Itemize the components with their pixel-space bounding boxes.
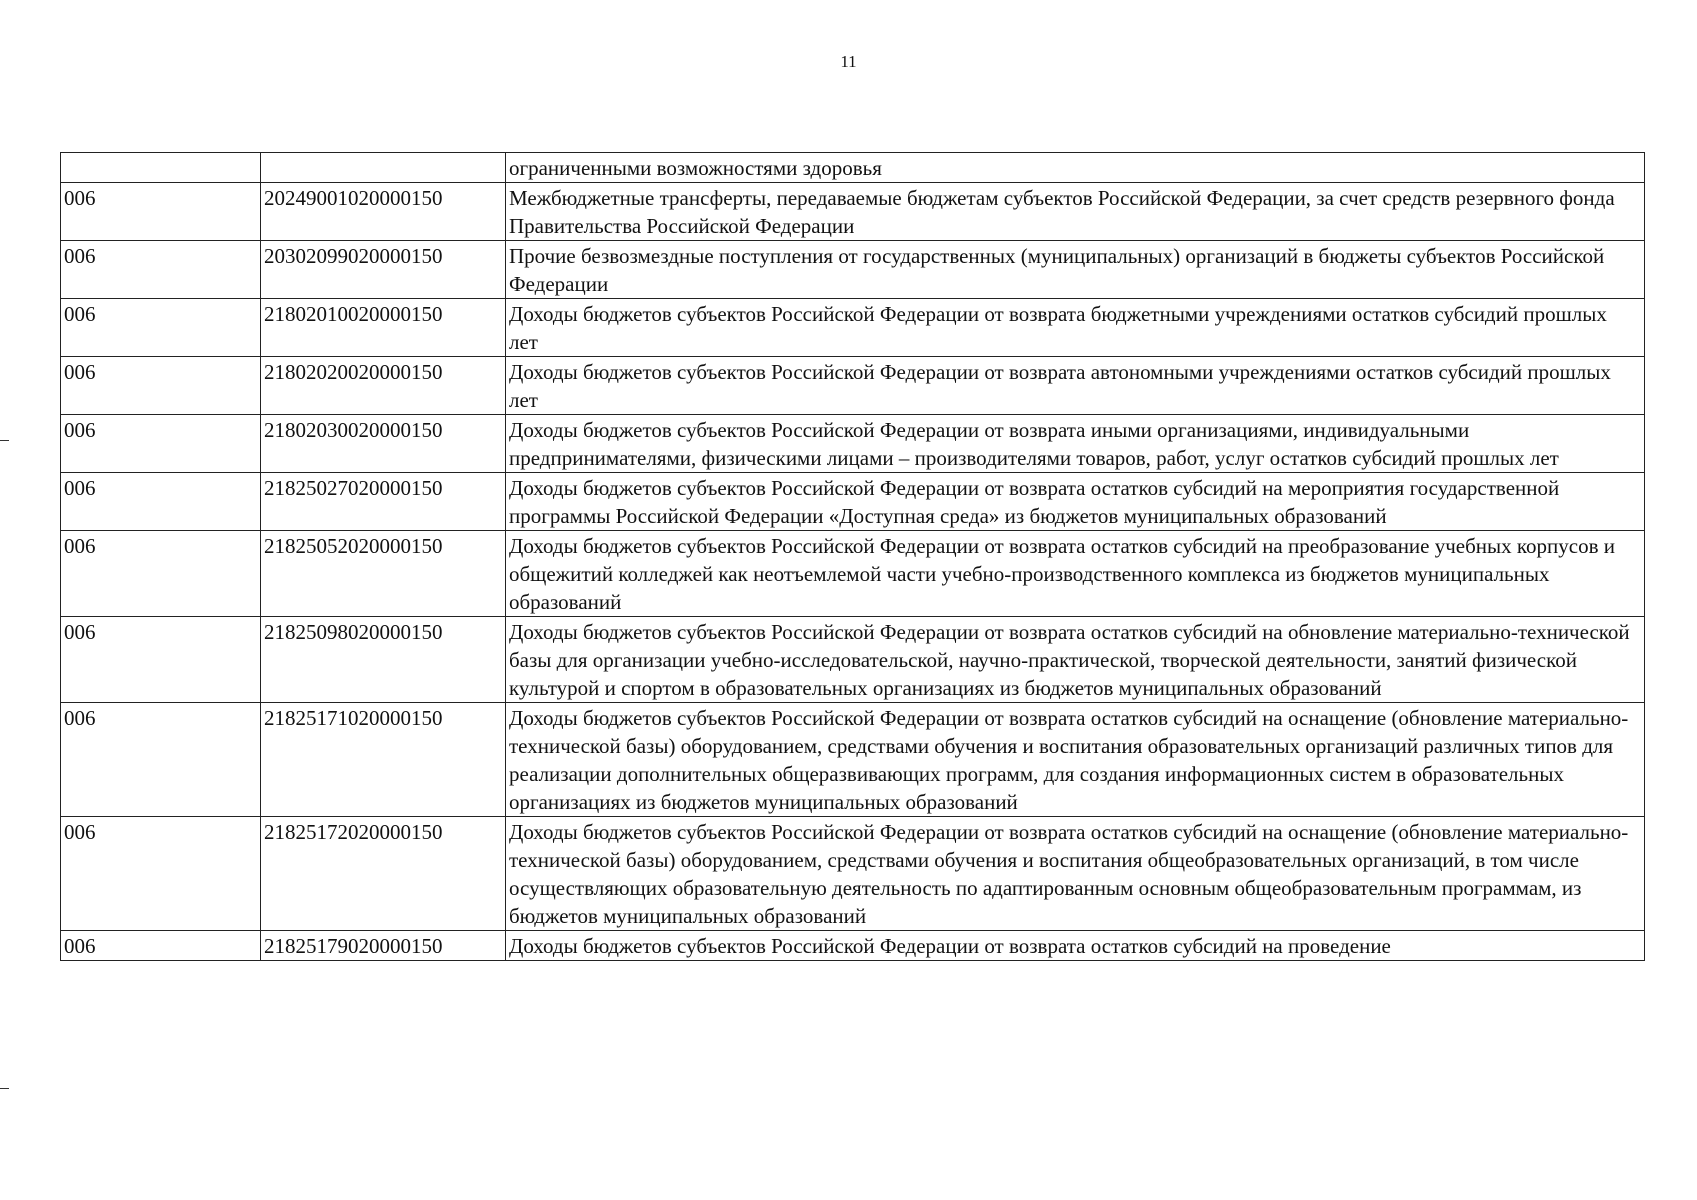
admin-code-cell: 006 (61, 473, 261, 531)
table-row (61, 299, 1645, 357)
budget-code-cell: 21825098020000150 (261, 617, 506, 703)
budget-code-cell: 21802010020000150 (261, 299, 506, 357)
revenue-name-cell: Межбюджетные трансферты, передаваемые бюджетам субъектов Российской Федерации, за счет средств резервного фонда Правительства Российской Федерации (506, 183, 1645, 241)
budget-code-cell: 21802030020000150 (261, 415, 506, 473)
table-row (61, 183, 1645, 241)
scan-edge-mark (0, 1088, 9, 1089)
revenue-name-cell: Доходы бюджетов субъектов Российской Федерации от возврата остатков субсидий на мероприятия государственной программы Российской Федерации «Доступная среда» из бюджетов муниципальных образований (506, 473, 1645, 531)
admin-code-cell: 006 (61, 531, 261, 617)
revenue-name-cell: Доходы бюджетов субъектов Российской Федерации от возврата остатков субсидий на проведение (506, 931, 1645, 961)
admin-code-cell: 006 (61, 183, 261, 241)
admin-code-cell: 006 (61, 299, 261, 357)
revenue-name-cell: Доходы бюджетов субъектов Российской Федерации от возврата остатков субсидий на оснащение (обновление материально-технической базы) оборудованием, средствами обучения и воспитания образовательных организаций различных типов для реализации дополнительных общеразвивающих программ, для создания информационных систем в образовательных организациях из бюджетов муниципальных образований (506, 703, 1645, 817)
table-row (61, 415, 1645, 473)
table-row (61, 153, 1645, 183)
table-row (61, 703, 1645, 817)
page-number: 11 (840, 52, 857, 71)
revenue-name-cell: Доходы бюджетов субъектов Российской Федерации от возврата иными организациями, индивидуальными предпринимателями, физическими лицами – производителями товаров, работ, услуг остатков субсидий прошлых лет (506, 415, 1645, 473)
revenue-name-cell: Доходы бюджетов субъектов Российской Федерации от возврата остатков субсидий на преобразование учебных корпусов и общежитий колледжей как неотъемлемой части учебно-производственного комплекса из бюджетов муниципальных образований (506, 531, 1645, 617)
table-row (61, 817, 1645, 931)
admin-code-cell: 006 (61, 931, 261, 961)
admin-code-cell: 006 (61, 617, 261, 703)
revenue-name-cell: Доходы бюджетов субъектов Российской Федерации от возврата автономными учреждениями остатков субсидий прошлых лет (506, 357, 1645, 415)
table-row (61, 931, 1645, 961)
budget-code-cell: 21825027020000150 (261, 473, 506, 531)
budget-code-cell: 21825172020000150 (261, 817, 506, 931)
budget-code-cell: 21825052020000150 (261, 531, 506, 617)
revenue-name-cell: Доходы бюджетов субъектов Российской Федерации от возврата бюджетными учреждениями остатков субсидий прошлых лет (506, 299, 1645, 357)
admin-code-cell (61, 153, 261, 183)
table-row (61, 357, 1645, 415)
admin-code-cell: 006 (61, 357, 261, 415)
budget-code-cell: 20249001020000150 (261, 183, 506, 241)
scan-edge-mark (0, 440, 9, 441)
admin-code-cell: 006 (61, 703, 261, 817)
budget-code-cell (261, 153, 506, 183)
revenue-name-cell: Прочие безвозмездные поступления от государственных (муниципальных) организаций в бюджеты субъектов Российской Федерации (506, 241, 1645, 299)
revenue-name-cell: ограниченными возможностями здоровья (506, 153, 1645, 183)
budget-code-cell: 20302099020000150 (261, 241, 506, 299)
budget-codes-table (60, 152, 1645, 961)
table-row (61, 531, 1645, 617)
budget-code-cell: 21825171020000150 (261, 703, 506, 817)
revenue-name-cell: Доходы бюджетов субъектов Российской Федерации от возврата остатков субсидий на оснащение (обновление материально-технической базы) оборудованием, средствами обучения и воспитания общеобразовательных организаций, в том числе осуществляющих образовательную деятельность по адаптированным основным общеобразовательным программам, из бюджетов муниципальных образований (506, 817, 1645, 931)
table-row (61, 617, 1645, 703)
budget-code-cell: 21825179020000150 (261, 931, 506, 961)
revenue-name-cell: Доходы бюджетов субъектов Российской Федерации от возврата остатков субсидий на обновление материально-технической базы для организации учебно-исследовательской, научно-практической, творческой деятельности, занятий физической культурой и спортом в образовательных организациях из бюджетов муниципальных образований (506, 617, 1645, 703)
budget-code-cell: 21802020020000150 (261, 357, 506, 415)
table-row (61, 473, 1645, 531)
admin-code-cell: 006 (61, 415, 261, 473)
admin-code-cell: 006 (61, 817, 261, 931)
admin-code-cell: 006 (61, 241, 261, 299)
table-row (61, 241, 1645, 299)
